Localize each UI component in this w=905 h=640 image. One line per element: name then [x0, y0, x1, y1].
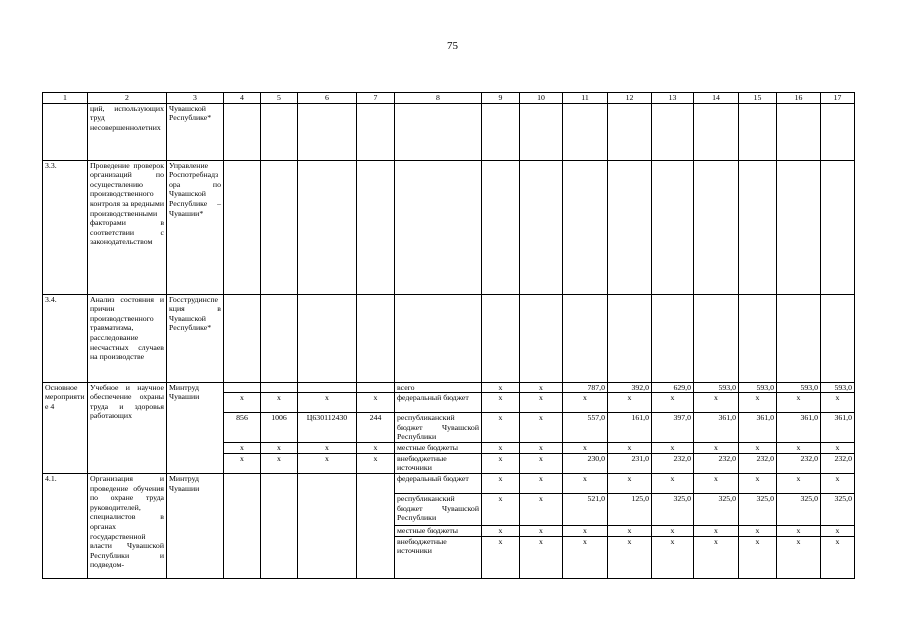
value-cell: 125,0 — [608, 493, 652, 525]
col-header: 3 — [167, 93, 224, 104]
value-cell: x — [520, 493, 563, 525]
value-cell: x — [652, 536, 694, 578]
value-cell: x — [821, 536, 855, 578]
value-cell: x — [520, 393, 563, 413]
value-cell: 232,0 — [821, 453, 855, 473]
value-cell: 325,0 — [739, 493, 777, 525]
code-cell: 856 — [224, 413, 261, 443]
code-cell: x — [261, 393, 298, 413]
value-cell: x — [652, 525, 694, 536]
funding-source: федеральный бюджет — [395, 393, 482, 413]
value-cell: 325,0 — [652, 493, 694, 525]
col-header: 12 — [608, 93, 652, 104]
value-cell: 325,0 — [694, 493, 739, 525]
value-cell: x — [608, 443, 652, 454]
value-cell: 397,0 — [652, 413, 694, 443]
activity-name: ций, использующих труд несовершеннолетних — [88, 103, 167, 160]
value-cell: 361,0 — [739, 413, 777, 443]
funding-source: республиканский бюджет Чувашской Республики — [395, 493, 482, 525]
code-cell — [261, 382, 298, 393]
table-row — [43, 160, 855, 294]
value-cell: x — [520, 382, 563, 393]
value-cell: x — [777, 443, 821, 454]
value-cell: x — [482, 493, 520, 525]
value-cell: x — [777, 525, 821, 536]
value-cell: 232,0 — [694, 453, 739, 473]
col-header: 6 — [298, 93, 357, 104]
funding-source: местные бюджеты — [395, 443, 482, 454]
code-cell: x — [357, 453, 395, 473]
value-cell: x — [777, 393, 821, 413]
responsible-executor: Минтруд Чувашии — [167, 382, 224, 473]
funding-source: внебюджетные источники — [395, 453, 482, 473]
value-cell: 361,0 — [694, 413, 739, 443]
row-number: 3.3. — [43, 160, 88, 294]
value-cell: 593,0 — [777, 382, 821, 393]
value-cell: x — [563, 443, 608, 454]
code-cell: x — [298, 393, 357, 413]
value-cell: x — [821, 443, 855, 454]
value-cell: 161,0 — [608, 413, 652, 443]
code-cell: x — [357, 393, 395, 413]
value-cell: x — [608, 393, 652, 413]
value-cell: 325,0 — [777, 493, 821, 525]
value-cell: 361,0 — [777, 413, 821, 443]
value-cell: x — [520, 536, 563, 578]
code-cell: Ц630112430 — [298, 413, 357, 443]
value-cell: x — [482, 453, 520, 473]
col-header: 5 — [261, 93, 298, 104]
col-header: 4 — [224, 93, 261, 104]
value-cell: x — [520, 413, 563, 443]
value-cell: x — [482, 473, 520, 493]
value-cell: x — [563, 536, 608, 578]
value-cell: x — [739, 443, 777, 454]
value-cell: x — [821, 393, 855, 413]
value-cell: x — [482, 536, 520, 578]
funding-source: всего — [395, 382, 482, 393]
value-cell: x — [694, 393, 739, 413]
col-header: 2 — [88, 93, 167, 104]
responsible-executor: Госструдинспекция в Чувашской Республике* — [167, 294, 224, 382]
value-cell: 230,0 — [563, 453, 608, 473]
value-cell: x — [694, 525, 739, 536]
table-row — [43, 103, 855, 160]
value-cell: 787,0 — [563, 382, 608, 393]
code-cell: x — [224, 393, 261, 413]
value-cell: x — [482, 525, 520, 536]
value-cell: x — [652, 393, 694, 413]
col-header: 8 — [395, 93, 482, 104]
value-cell: 232,0 — [777, 453, 821, 473]
responsible-executor: Чувашской Республике* — [167, 103, 224, 160]
col-header: 16 — [777, 93, 821, 104]
activity-name: Анализ состояния и причин производственного травматизма, расследование несчастных случаев на производстве — [88, 294, 167, 382]
value-cell: x — [482, 393, 520, 413]
value-cell: x — [652, 473, 694, 493]
value-cell: x — [694, 536, 739, 578]
col-header: 1 — [43, 93, 88, 104]
value-cell: 593,0 — [694, 382, 739, 393]
row-number: 4.1. — [43, 473, 88, 578]
value-cell: 325,0 — [821, 493, 855, 525]
col-header: 9 — [482, 93, 520, 104]
page-number: 75 — [447, 40, 458, 52]
value-cell: x — [482, 382, 520, 393]
code-cell: x — [224, 443, 261, 454]
col-header: 15 — [739, 93, 777, 104]
col-header: 11 — [563, 93, 608, 104]
value-cell: x — [694, 443, 739, 454]
value-cell: 557,0 — [563, 413, 608, 443]
funding-source: внебюджетные источники — [395, 536, 482, 578]
value-cell: x — [482, 443, 520, 454]
code-cell: 1006 — [261, 413, 298, 443]
value-cell: x — [777, 536, 821, 578]
code-cell: x — [261, 453, 298, 473]
funding-source: республиканский бюджет Чувашской Республики — [395, 413, 482, 443]
value-cell: x — [739, 393, 777, 413]
responsible-executor: Управление Роспотребнадзора по Чувашской Республике – Чувашии* — [167, 160, 224, 294]
code-cell — [224, 382, 261, 393]
value-cell: 521,0 — [563, 493, 608, 525]
row-number: Основное мероприятие 4 — [43, 382, 88, 473]
activity-name: Проведение проверок организаций по осуществлению производственного контроля за вредными производственными факторами в соответствии с законодательством — [88, 160, 167, 294]
value-cell: 232,0 — [652, 453, 694, 473]
code-cell: x — [357, 443, 395, 454]
code-cell: 244 — [357, 413, 395, 443]
value-cell: x — [520, 473, 563, 493]
value-cell: 231,0 — [608, 453, 652, 473]
value-cell: x — [520, 453, 563, 473]
code-cell — [357, 382, 395, 393]
value-cell: x — [608, 525, 652, 536]
code-cell: x — [298, 443, 357, 454]
responsible-executor: Минтруд Чувашии — [167, 473, 224, 578]
value-cell: 593,0 — [821, 382, 855, 393]
value-cell: x — [563, 525, 608, 536]
row-number: 3.4. — [43, 294, 88, 382]
funding-source: местные бюджеты — [395, 525, 482, 536]
activity-name: Учебное и научное обеспечение охраны труда и здоровья работающих — [88, 382, 167, 473]
col-header: 10 — [520, 93, 563, 104]
value-cell: 593,0 — [739, 382, 777, 393]
value-cell: x — [739, 536, 777, 578]
activity-name: Организация и проведение обучения по охране труда руководителей, специалистов в органах государственной власти Чувашской Республики и подведом- — [88, 473, 167, 578]
value-cell: x — [821, 473, 855, 493]
value-cell: 232,0 — [739, 453, 777, 473]
value-cell: 361,0 — [821, 413, 855, 443]
value-cell: 392,0 — [608, 382, 652, 393]
value-cell: x — [821, 525, 855, 536]
code-cell: x — [261, 443, 298, 454]
code-cell: x — [224, 453, 261, 473]
value-cell: x — [520, 443, 563, 454]
value-cell: x — [777, 473, 821, 493]
funding-source: федеральный бюджет — [395, 473, 482, 493]
value-cell: x — [739, 525, 777, 536]
value-cell: 629,0 — [652, 382, 694, 393]
col-header: 14 — [694, 93, 739, 104]
value-cell: x — [694, 473, 739, 493]
value-cell: x — [563, 473, 608, 493]
code-cell — [298, 382, 357, 393]
col-header: 17 — [821, 93, 855, 104]
table-row — [43, 382, 855, 393]
value-cell: x — [482, 413, 520, 443]
value-cell: x — [652, 443, 694, 454]
value-cell: x — [520, 525, 563, 536]
table-row — [43, 473, 855, 493]
col-header: 7 — [357, 93, 395, 104]
program-table — [42, 92, 855, 579]
value-cell: x — [739, 473, 777, 493]
value-cell: x — [608, 536, 652, 578]
table-row — [43, 294, 855, 382]
code-cell: x — [298, 453, 357, 473]
value-cell: x — [608, 473, 652, 493]
col-header: 13 — [652, 93, 694, 104]
value-cell: x — [563, 393, 608, 413]
header-row — [43, 93, 855, 104]
